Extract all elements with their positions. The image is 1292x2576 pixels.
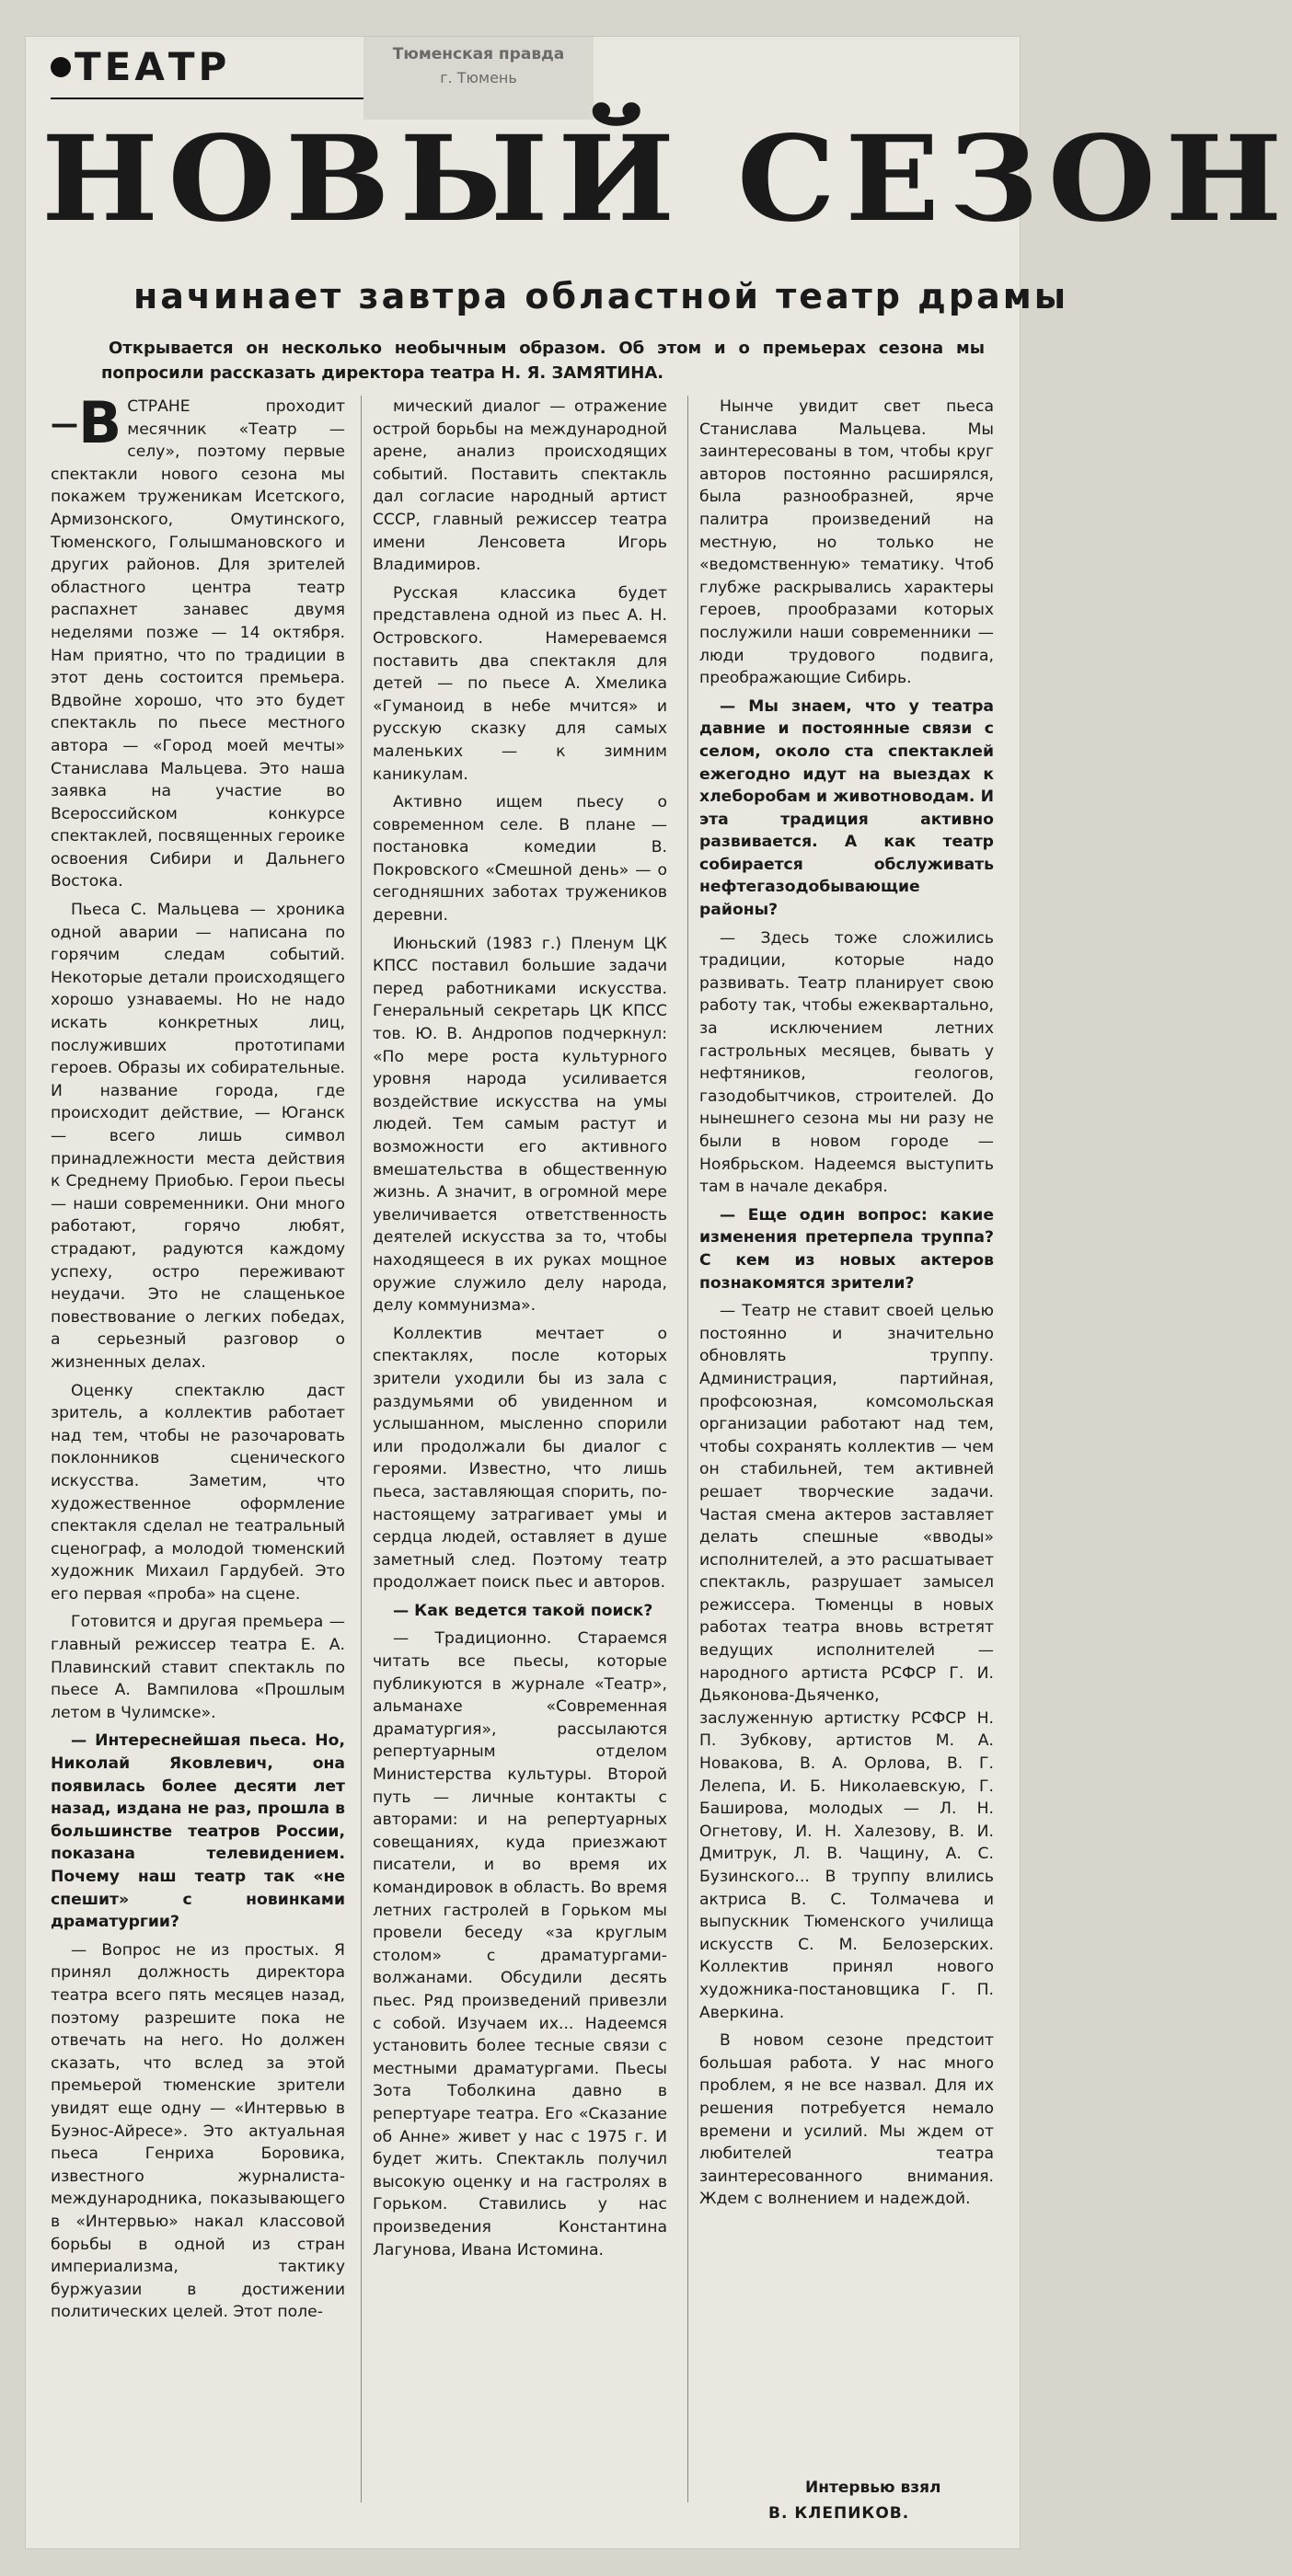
article-body: [51, 389, 994, 2512]
stamp-line-2: г. Тюмень: [440, 69, 517, 86]
signature-caption: Интервью взял: [805, 2478, 941, 2497]
paragraph: Русская классика будет представлена одной из пьес А. Н. Островского. Намереваемся поставить два спектакля для детей — по пьесе А. Хмелика «Гуманоид в небе мчится» и русскую сказку для самых маленьких — к зимним каникулам.: [373, 583, 667, 784]
paragraph: мический диалог — отражение острой борьбы на международной арене, анализ происходящих событий. Поставить спектакль дал согласие народный артист СССР, главный режиссер театра имени Ленсовета Игорь Владимиров.: [373, 397, 667, 575]
paragraph: — Интереснейшая пьеса. Но, Николай Яковлевич, она появилась более десяти лет назад, издана не раз, прошла в большинстве театров России, показана телевидением. Почему наш театр так «не спешит» с новинками драматургии?: [51, 1731, 345, 1932]
rubric: [51, 44, 230, 89]
paragraph: — Вопрос не из простых. Я принял должность директора театра всего пять месяцев назад, поэтому разрешите пока не отвечать на него. Но должен сказать, что вслед за этой премьерой тюменские зрители увидят еще одну — «Интервью в Буэнос-Айресе». Это актуальная пьеса Генриха Боровика, известного журналиста-международника, показывающего в «Интервью» накал классовой борьбы в одной из стран империализма, тактику буржуазии в достижении политических целей. Этот поле-: [51, 1940, 345, 2322]
signature-author: В. КЛЕПИКОВ.: [768, 2504, 910, 2523]
paragraph: — Как ведется такой поиск?: [393, 1601, 653, 1620]
paragraph: Июньский (1983 г.) Пленум ЦК КПСС поставил большие задачи перед работниками искусства. Генеральный секретарь ЦК КПСС тов. Ю. В. Андропов подчеркнул: «По мере роста культурного уровня народа усиливается воздействие искусства на умы людей. Тем самым растут и возможности его активного вмешательства в общественную жизнь. А значит, в огромной мере увеличивается ответственность деятелей искусства за то, чтобы находящееся в их руках мощное оружие служило делу народа, делу коммунизма».: [373, 934, 667, 1316]
rubric-underline: [51, 98, 363, 99]
subheadline: начинает завтра областной театр драмы: [133, 276, 1069, 316]
paragraph: — Здесь тоже сложились традиции, которые надо развивать. Театр планирует свою работу так, чтобы ежеквартально, за исключением летних гастрольных месяцев, бывать у нефтяников, геологов, газодобытчиков, строителей. До нынешнего сезона мы ни разу не были в новом городе — Ноябрьском. Надеемся выступить там в начале декабря.: [699, 928, 994, 1197]
bullet-icon: [51, 57, 71, 77]
paragraph: Оценку спектаклю даст зритель, а коллектив работает над тем, чтобы не разочаровать поклонников сценического искусства. Заметим, что художественное оформление спектакля сделал не театральный сценограф, а молодой тюменский художник Михаил Гардубей. Это его первая «проба» на сцене.: [51, 1381, 345, 1604]
paragraph: Пьеса С. Мальцева — хроника одной аварии — написана по горячим следам событий. Некоторые детали происходящего хорошо узнаваемы. Но не надо искать конкретных лиц, послуживших прототипами героев. Образы их собирательные. И название города, где происходит действие, — Юганск — всего лишь символ принадлежности места действия к Среднему Приобью. Герои пьесы — наши современники. Они много работают, горячо любят, страдают, радуются каждому успеху, остро переживают неудачи. Это не слащенькое повествование о легких победах, а серьезный разговор о жизненных делах.: [51, 901, 345, 1372]
paragraph: В новом сезоне предстоит большая работа. У нас много проблем, я не все назвал. Для их решения потребуется немало времени и усилий. Мы ждем от любителей театра заинтересованного внимания. Ждем с волнением и надеждой.: [699, 2031, 994, 2209]
paragraph: [51, 389, 345, 893]
column-2: [373, 396, 667, 2512]
paragraph: — Мы знаем, что у театра давние и постоянные связи с селом, около ста спектаклей ежегодно идут на выездах к хлеборобам и животноводам. И эта традиция активно развивается. А как театр собирается обслуживать нефтегазодобывающие районы?: [699, 696, 994, 920]
paragraph: Коллектив мечтает о спектаклях, после которых зрители уходили бы из зала с раздумьями об увиденном и услышанном, мысленно спорили или продолжали бы диалог с героями. Известно, что лишь пьеса, заставляющая спорить, по-настоящему затрагивает умы и сердца людей, оставляет в душе заметный след. Поэтому театр продолжает поиск пьес и авторов.: [373, 1324, 667, 1593]
drop-cap: — В: [51, 399, 121, 458]
paragraph: Нынче увидит свет пьеса Станислава Мальцева. Мы заинтересованы в том, чтобы круг авторов постоянно расширялся, была разнообразней, ярче палитра произведений на местную, но только не «ведомственную» тематику. Чтоб глубже раскрывались характеры героев, прообразами которых послужили наши современники — люди трудового подвига, преображающие Сибирь.: [699, 397, 994, 688]
paragraph: — Театр не ставит своей целью постоянно и значительно обновлять труппу. Администрация, партийная, профсоюзная, комсомольская организации работают над тем, чтобы сохранять коллектив — чем он стабильней, тем активней решает творческие задачи. Частая смена актеров заставляет делать спешные «вводы» исполнителей, а это расшатывает спектакль, разрушает замысел режиссера. Тюменцы в новых работах театра вновь встретят ведущих исполнителей — народного артиста РСФСР Г. И. Дьяконова-Дьяченко, заслуженную артистку РСФСР Н. П. Зубкову, артистов М. А. Новакова, В. А. Орлова, В. Г. Лелепа, И. Б. Николаевскую, Г. Баширова, молодых — Л. Н. Огнетову, И. Н. Халезову, В. И. Дмитрук, Л. В. Чащину, А. С. Бузинского... В труппу влились актриса В. С. Толмачева и выпускник Тюменского училища искусств С. М. Белозерских. Коллектив принял нового художника-постановщика Г. П. Аверкина.: [699, 1302, 994, 2022]
lead-paragraph: Открывается он несколько необычным образом. Об этом и о премьерах сезона мы попросили рассказать директора театра Н. Я. ЗАМЯТИНА.: [101, 339, 985, 383]
rubric-label: ТЕАТР: [75, 44, 231, 89]
paragraph: — Еще один вопрос: какие изменения претерпела труппа? С кем из новых актеров познакомятся зрители?: [699, 1205, 994, 1293]
paragraph: — Традиционно. Стараемся читать все пьесы, которые публикуются в журнале «Театр», альманахе «Современная драматургия», рассылаются репертуарным отделом Министерства культуры. Второй путь — личные контакты с авторами: и на репертуарных совещаниях, куда приезжают писатели, и во время их командировок в область. Во время летних гастролей в Горьком мы провели беседу «за круглым столом» с драматургами-волжанами. Обсудили десять пьес. Ряд произведений привезли с собой. Изучаем их... Надеемся установить более тесные связи с местными драматургами. Пьесы Зота Тоболкина давно в репертуаре театра. Его «Сказание об Анне» живет у нас с 1975 г. И будет жить. Спектакль получил высокую оценку и на гастролях в Горьком. Ставились у нас произведения Константина Лагунова, Ивана Истомина.: [373, 1629, 667, 2260]
paragraph: Готовится и другая премьера — главный режиссер театра Е. А. Плавинский ставит спектакль по пьесе А. Вампилова «Прошлым летом в Чулимске».: [51, 1613, 345, 1722]
paragraph: Активно ищем пьесу о современном селе. В плане — постановка комедии В. Покровского «Смешной день» — о сегодняшних заботах тружеников деревни.: [373, 793, 667, 926]
column-1: [51, 389, 345, 2512]
signature: [732, 2475, 1008, 2526]
column-3: [699, 396, 994, 2512]
stamp-line-1: Тюменская правда: [392, 45, 565, 63]
headline: НОВЫЙ СЕЗОН: [41, 110, 1292, 248]
paragraph-text: СТРАНЕ проходит месячник «Театр — селу», поэтому первые спектакли нового сезона мы покажем труженикам Исетского, Армизонского, Омутинского, Тюменского, Голышмановского и других районов. Для зрителей областного центра театр распахнет занавес двумя неделями позже — 14 октября. Нам приятно, что по традиции в этот день состоится премьера. Вдвойне хорошо, что это будет спектакль по пьесе местного автора — «Город моей мечты» Станислава Мальцева. Это наша заявка на участие во Всероссийском конкурсе спектаклей, посвященных героике освоения Сибири и Дальнего Востока.: [51, 397, 345, 891]
